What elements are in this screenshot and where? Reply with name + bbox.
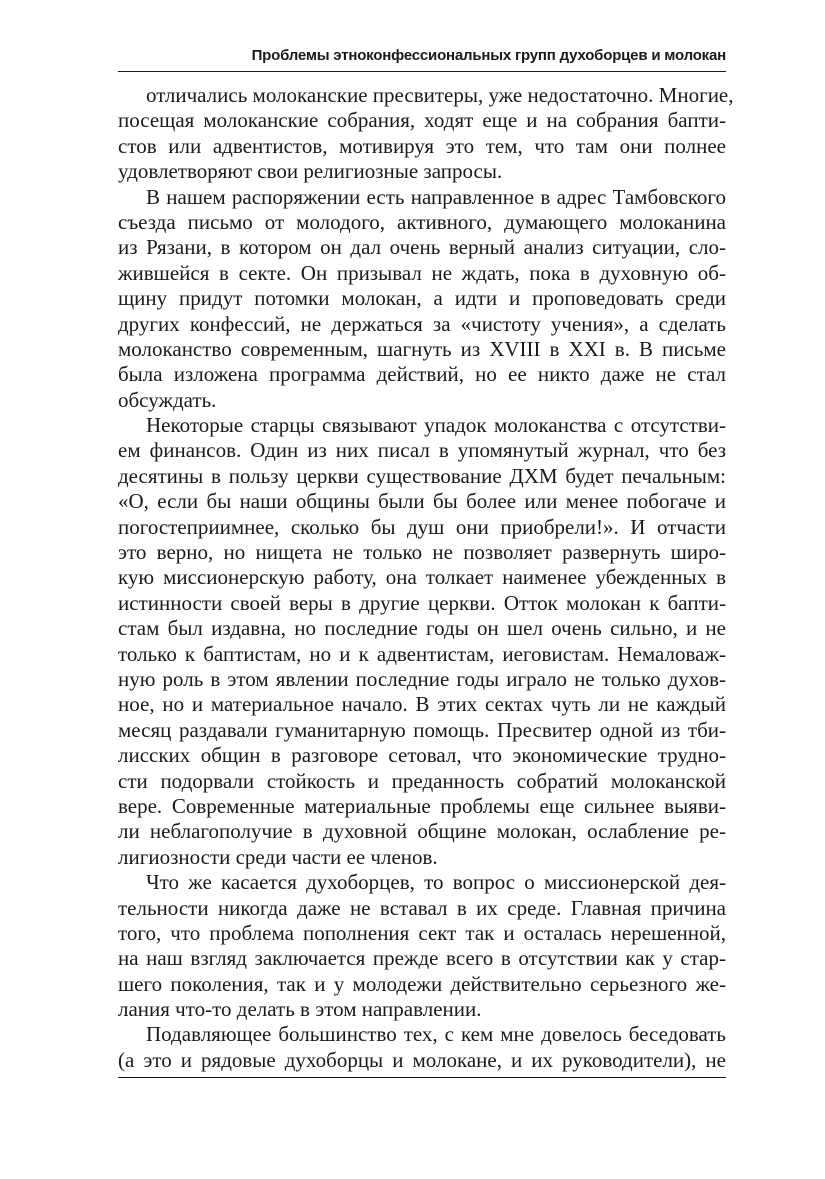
text-line: ли неблагополучие в духовной общине молокан, ослабление ре- bbox=[118, 819, 726, 844]
text-line: других конфессий, не держаться за «чистоту учения», а сделать bbox=[118, 311, 726, 336]
text-line: только к баптистам, но и к адвентистам, иеговистам. Немаловаж- bbox=[118, 641, 726, 666]
text-line: Подавляющее большинство тех, с кем мне довелось беседовать bbox=[146, 1022, 726, 1047]
paragraph bbox=[118, 413, 726, 870]
text-line: была изложена программа действий, но ее никто даже не стал bbox=[118, 362, 726, 387]
text-line: стов или адвентистов, мотивируя это тем, что там они полнее bbox=[118, 133, 726, 158]
text-line: тельности никогда даже не вставал в их среде. Главная причина bbox=[118, 895, 726, 920]
text-line: ем финансов. Один из них писал в упомянутый журнал, что без bbox=[118, 438, 726, 463]
body-text bbox=[118, 83, 734, 1073]
text-line: В нашем распоряжении есть направленное в адрес Тамбовского bbox=[146, 184, 726, 209]
text-line: ную роль в этом явлении последние годы играло не только духов- bbox=[118, 666, 726, 691]
paragraph bbox=[118, 83, 734, 185]
text-line: обсуждать. bbox=[118, 387, 217, 412]
text-line: лигиозности среди части ее членов. bbox=[118, 844, 438, 869]
text-line: вере. Современные материальные проблемы еще сильнее выяви- bbox=[118, 793, 726, 818]
header-rule bbox=[118, 71, 726, 72]
running-head-title: Проблемы этноконфессиональных групп духоборцев и молокан bbox=[251, 47, 726, 64]
text-line: «О, если бы наши общины были бы более или менее побогаче и bbox=[118, 489, 726, 514]
text-line: Некоторые старцы связывают упадок молоканства с отсутстви- bbox=[146, 413, 726, 438]
paragraph bbox=[118, 870, 726, 1022]
text-line: лания что-то делать в этом направлении. bbox=[118, 997, 482, 1022]
text-line: из Рязани, в котором он дал очень верный анализ ситуации, сло- bbox=[118, 235, 726, 260]
text-line: на наш взгляд заключается прежде всего в отсутствии как у стар- bbox=[118, 946, 726, 971]
text-line: того, что проблема пополнения сект так и осталась нерешенной, bbox=[118, 920, 726, 945]
text-line: шего поколения, так и у молодежи действительно серьезного же- bbox=[118, 971, 726, 996]
text-line: Что же касается духоборцев, то вопрос о миссионерской дея- bbox=[146, 870, 726, 895]
text-line: стам был издавна, но последние годы он шел очень сильно, и не bbox=[118, 616, 726, 641]
text-line: удовлетворяют свои религиозные запросы. bbox=[118, 159, 503, 184]
text-line: отличались молоканские пресвитеры, уже недостаточно. Многие, bbox=[146, 83, 734, 107]
text-line: лисских общин в разговоре сетовал, что экономические трудно- bbox=[118, 743, 726, 768]
text-line: месяц раздавали гуманитарную помощь. Пресвитер одной из тби- bbox=[118, 717, 726, 742]
paragraph bbox=[118, 185, 726, 414]
text-line: жившейся в секте. Он призывал не ждать, пока в духовную об- bbox=[118, 260, 726, 285]
text-line: это верно, но нищета не только не позволяет развернуть широ- bbox=[118, 540, 726, 565]
text-line: посещая молоканские собрания, ходят еще и на собрания бапти- bbox=[118, 108, 726, 133]
text-line: съезда письмо от молодого, активного, думающего молоканина bbox=[118, 209, 726, 234]
text-line: истинности своей веры в другие церкви. Отток молокан к бапти- bbox=[118, 590, 726, 615]
paragraph bbox=[118, 1022, 726, 1073]
text-line: кую миссионерскую работу, она толкает наименее убежденных в bbox=[118, 565, 726, 590]
text-line: щину придут потомки молокан, а идти и проповедовать среди bbox=[118, 286, 726, 311]
text-line: (а это и рядовые духоборцы и молокане, и их руководители), не bbox=[118, 1047, 726, 1072]
text-line: погостеприимнее, сколько бы душ они приобрели!». И отчасти bbox=[118, 514, 726, 539]
text-line: молоканство современным, шагнуть из XVIII в XXI в. В письме bbox=[118, 336, 726, 361]
footer-rule bbox=[118, 1077, 726, 1078]
text-line: сти подорвали стойкость и преданность собратий молоканской bbox=[118, 768, 726, 793]
text-line: ное, но и материальное начало. В этих сектах чуть ли не каждый bbox=[118, 692, 726, 717]
text-line: десятины в пользу церкви существование ДХМ будет печальным: bbox=[118, 463, 726, 488]
